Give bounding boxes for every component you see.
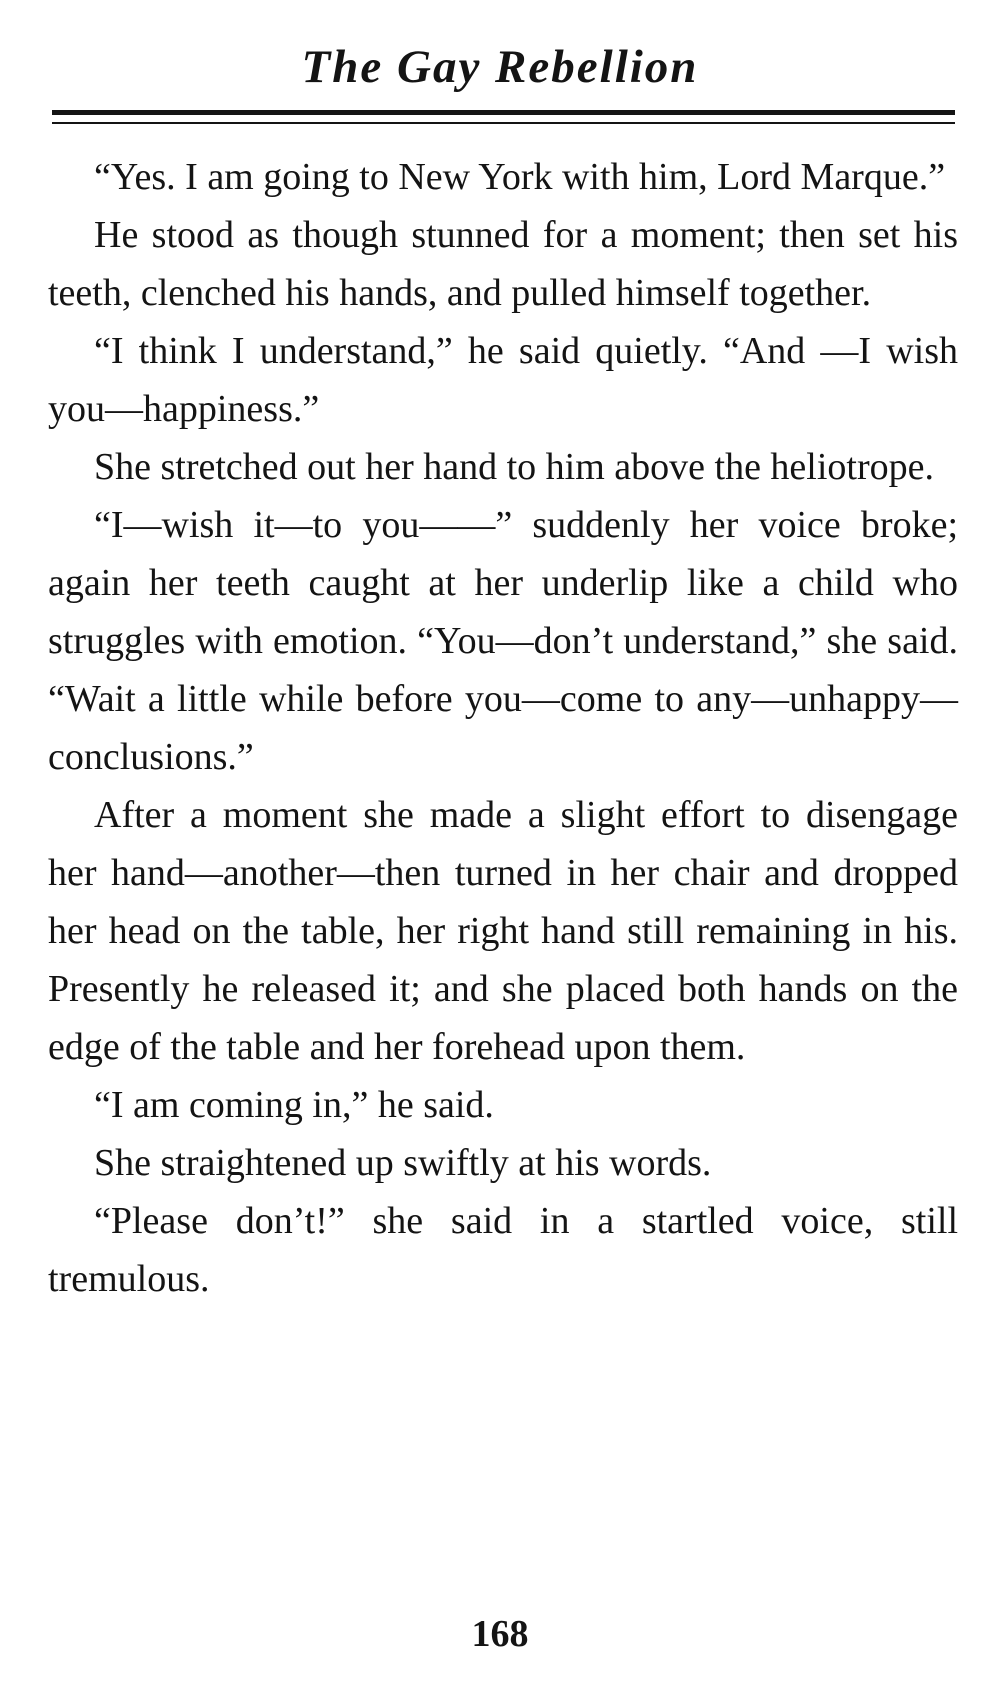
paragraph: “Yes. I am going to New York with him, Lord Marque.” xyxy=(94,156,946,198)
header-rule-thin xyxy=(52,122,955,124)
paragraph: “I think I understand,” he said quietly. “And —I wish you—happiness.” xyxy=(48,330,958,430)
paragraph: She straightened up swiftly at his words. xyxy=(94,1142,712,1184)
body-text xyxy=(48,148,958,1308)
paragraph: He stood as though stunned for a moment; then set his teeth, clenched his hands, and pulled himself together. xyxy=(48,214,958,314)
page-number: 168 xyxy=(471,1613,529,1655)
paragraph: She stretched out her hand to him above the heliotrope. xyxy=(94,446,934,488)
paragraph: “I—wish it—to you——” suddenly her voice broke; again her teeth caught at her underlip like a child who struggles with emotion. “You—don’t understand,” she said. “Wait a little while before you—come to any—unhappy—conclusions.” xyxy=(48,504,958,778)
paragraph: “I am coming in,” he said. xyxy=(94,1084,494,1126)
header-rule-thick xyxy=(52,110,955,115)
paragraph: After a moment she made a slight effort to disengage her hand—another—then turned in her chair and dropped her head on the table, her right hand still remaining in his. Presently he released it; and she placed both hands on the edge of the table and her forehead upon them. xyxy=(48,794,958,1068)
paragraph: “Please don’t!” she said in a startled voice, still tremulous. xyxy=(48,1200,958,1300)
running-head: The Gay Rebellion xyxy=(301,41,699,93)
